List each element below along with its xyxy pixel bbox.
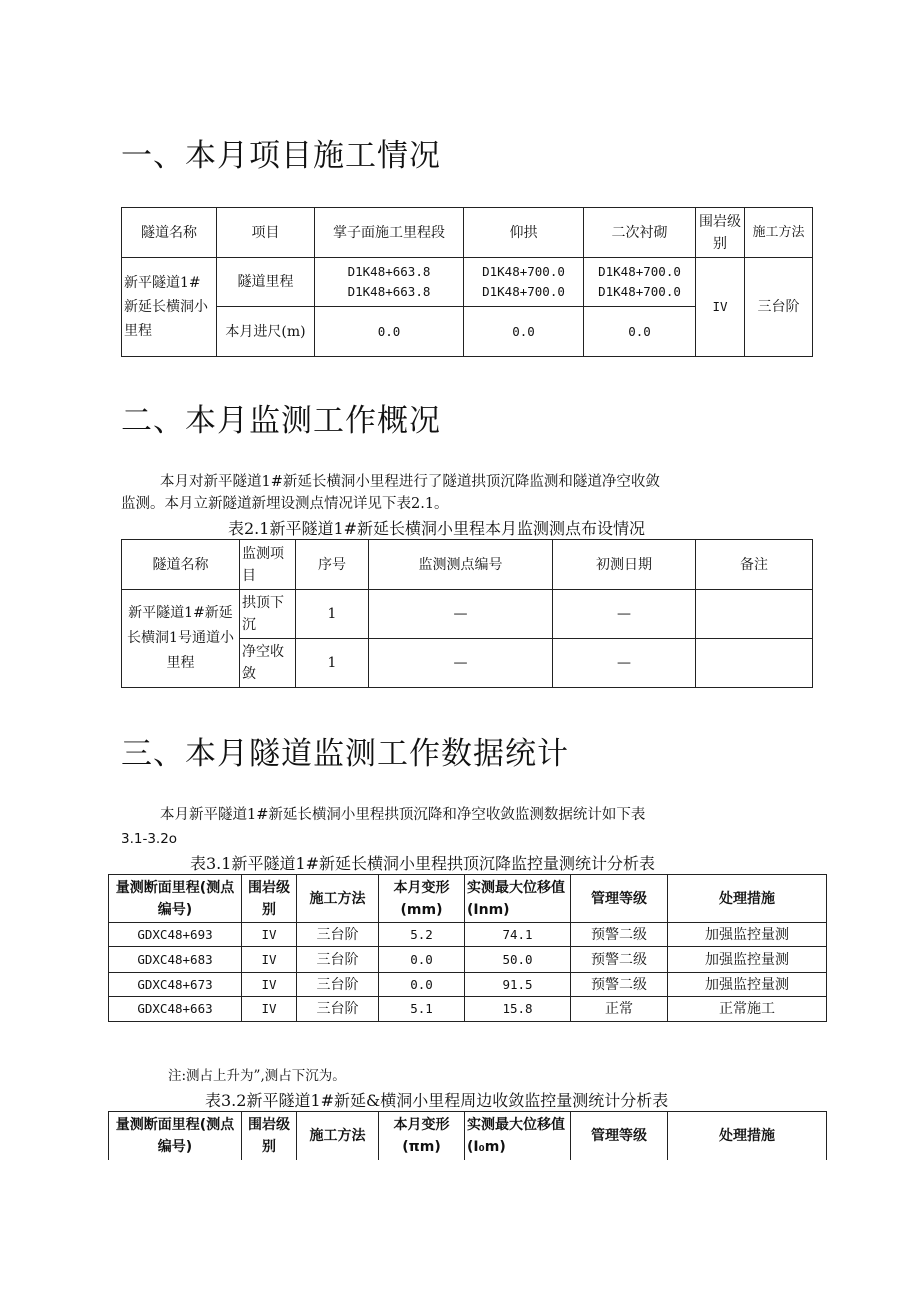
t31-level: 正常 <box>571 997 668 1022</box>
t31-change: 0.0 <box>379 947 465 973</box>
table-row <box>109 923 827 947</box>
t21-header-tunnel: 隧道名称 <box>122 540 240 590</box>
t21-header-date: 初测日期 <box>553 540 696 590</box>
t21-header-note: 备注 <box>696 540 813 590</box>
t21-header-point: 监测测点编号 <box>369 540 553 590</box>
t31-section: GDXC48+663 <box>109 997 242 1022</box>
t31-max: 91.5 <box>465 973 571 997</box>
t32-header-section: 量测断面里程(测点编号) <box>109 1112 242 1160</box>
t21-seq: 1 <box>296 639 369 688</box>
lining-mileage: D1K48+700.0 D1K48+700.0 <box>584 258 696 307</box>
t31-section: GDXC48+693 <box>109 923 242 947</box>
t31-change: 5.1 <box>379 997 465 1022</box>
table21-caption: 表2.1新平隧道1#新延长横洞小里程本月监测测点布设情况 <box>228 519 646 538</box>
face-mileage: D1K48+663.8 D1K48+663.8 <box>315 258 464 307</box>
lining-progress: 0.0 <box>584 307 696 357</box>
t31-grade: IV <box>242 923 297 947</box>
t31-measure: 加强监控量测 <box>668 923 827 947</box>
rock-grade: IV <box>696 258 745 357</box>
t21-note <box>696 590 813 639</box>
t31-grade: IV <box>242 997 297 1022</box>
t31-level: 预警二级 <box>571 923 668 947</box>
t21-point: — <box>369 590 553 639</box>
t32-header-max: 实测最大位移值(I₀m) <box>465 1112 571 1160</box>
mileage-label: 隧道里程 <box>217 258 315 307</box>
table31-note: 注:测占上升为”,测占下沉为。 <box>168 1068 346 1084</box>
crown-settlement-table <box>108 874 827 1022</box>
t21-date: — <box>553 639 696 688</box>
t31-header-measure: 处理措施 <box>668 875 827 923</box>
section3-heading: 三、本月隧道监测工作数据统计 <box>121 736 569 772</box>
section2-paragraph-line2: 监测。本月立新隧道新埋设测点情况详见下表2.1。 <box>121 496 449 512</box>
t21-item: 拱顶下沉 <box>240 590 296 639</box>
tunnel-name-cell: 新平隧道1#新延长横洞小里程 <box>122 258 217 357</box>
face-progress: 0.0 <box>315 307 464 357</box>
t31-header-level: 管理等级 <box>571 875 668 923</box>
section3-paragraph-line1: 本月新平隧道1#新延长横洞小里程拱顶沉降和净空收敛监测数据统计如下表 <box>160 807 646 823</box>
t31-section: GDXC48+683 <box>109 947 242 973</box>
t31-header-method: 施工方法 <box>297 875 379 923</box>
header-invert: 仰拱 <box>464 208 584 258</box>
table31-caption: 表3.1新平隧道1#新延长横洞小里程拱顶沉降监控量测统计分析表 <box>190 854 656 873</box>
t32-header-measure: 处理措施 <box>668 1112 827 1160</box>
t31-level: 预警二级 <box>571 973 668 997</box>
t31-section: GDXC48+673 <box>109 973 242 997</box>
t21-date: — <box>553 590 696 639</box>
t32-header-level: 管理等级 <box>571 1112 668 1160</box>
header-lining: 二次衬砌 <box>584 208 696 258</box>
section3-paragraph-line2: 3.1-3.2o <box>121 831 178 847</box>
header-rock-grade: 围岩级别 <box>696 208 745 258</box>
invert-progress: 0.0 <box>464 307 584 357</box>
section2-paragraph-line1: 本月对新平隧道1#新延长横洞小里程进行了隧道拱顶沉降监测和隧道净空收敛 <box>160 474 660 490</box>
header-item: 项目 <box>217 208 315 258</box>
table-row <box>109 973 827 997</box>
t21-header-item: 监测项目 <box>240 540 296 590</box>
t31-level: 预警二级 <box>571 947 668 973</box>
invert-mileage: D1K48+700.0 D1K48+700.0 <box>464 258 584 307</box>
t21-tunnel-name: 新平隧道1#新延长横洞1号通道小里程 <box>122 590 240 688</box>
t31-header-grade: 围岩级别 <box>242 875 297 923</box>
t32-header-change: 本月变形(πm) <box>379 1112 465 1160</box>
t31-grade: IV <box>242 947 297 973</box>
t31-measure: 正常施工 <box>668 997 827 1022</box>
header-method: 施工方法 <box>745 208 813 258</box>
t31-change: 5.2 <box>379 923 465 947</box>
table-row <box>109 997 827 1022</box>
t31-measure: 加强监控量测 <box>668 947 827 973</box>
table-row <box>109 947 827 973</box>
t21-item: 净空收敛 <box>240 639 296 688</box>
t32-header-method: 施工方法 <box>297 1112 379 1160</box>
t31-method: 三台阶 <box>297 997 379 1022</box>
t31-max: 74.1 <box>465 923 571 947</box>
monitoring-points-table <box>121 539 813 688</box>
t31-grade: IV <box>242 973 297 997</box>
t31-method: 三台阶 <box>297 923 379 947</box>
t31-max: 15.8 <box>465 997 571 1022</box>
t31-max: 50.0 <box>465 947 571 973</box>
construction-table <box>121 207 813 357</box>
t31-method: 三台阶 <box>297 973 379 997</box>
t31-header-section: 量测断面里程(测点编号) <box>109 875 242 923</box>
header-tunnel-name: 隧道名称 <box>122 208 217 258</box>
t31-measure: 加强监控量测 <box>668 973 827 997</box>
construction-method: 三台阶 <box>745 258 813 357</box>
t21-note <box>696 639 813 688</box>
t21-header-seq: 序号 <box>296 540 369 590</box>
section1-heading: 一、本月项目施工情况 <box>121 138 441 174</box>
progress-label: 本月进尺(m) <box>217 307 315 357</box>
t21-seq: 1 <box>296 590 369 639</box>
t31-header-max: 实测最大位移值(Inm) <box>465 875 571 923</box>
t32-header-grade: 围岩级别 <box>242 1112 297 1160</box>
t31-header-change: 本月变形(mm) <box>379 875 465 923</box>
header-face-mileage: 掌子面施工里程段 <box>315 208 464 258</box>
t31-change: 0.0 <box>379 973 465 997</box>
t21-point: — <box>369 639 553 688</box>
t31-method: 三台阶 <box>297 947 379 973</box>
table32-caption: 表3.2新平隧道1#新延&横洞小里程周边收敛监控量测统计分析表 <box>205 1091 669 1110</box>
section2-heading: 二、本月监测工作概况 <box>121 403 441 439</box>
convergence-table <box>108 1111 827 1160</box>
